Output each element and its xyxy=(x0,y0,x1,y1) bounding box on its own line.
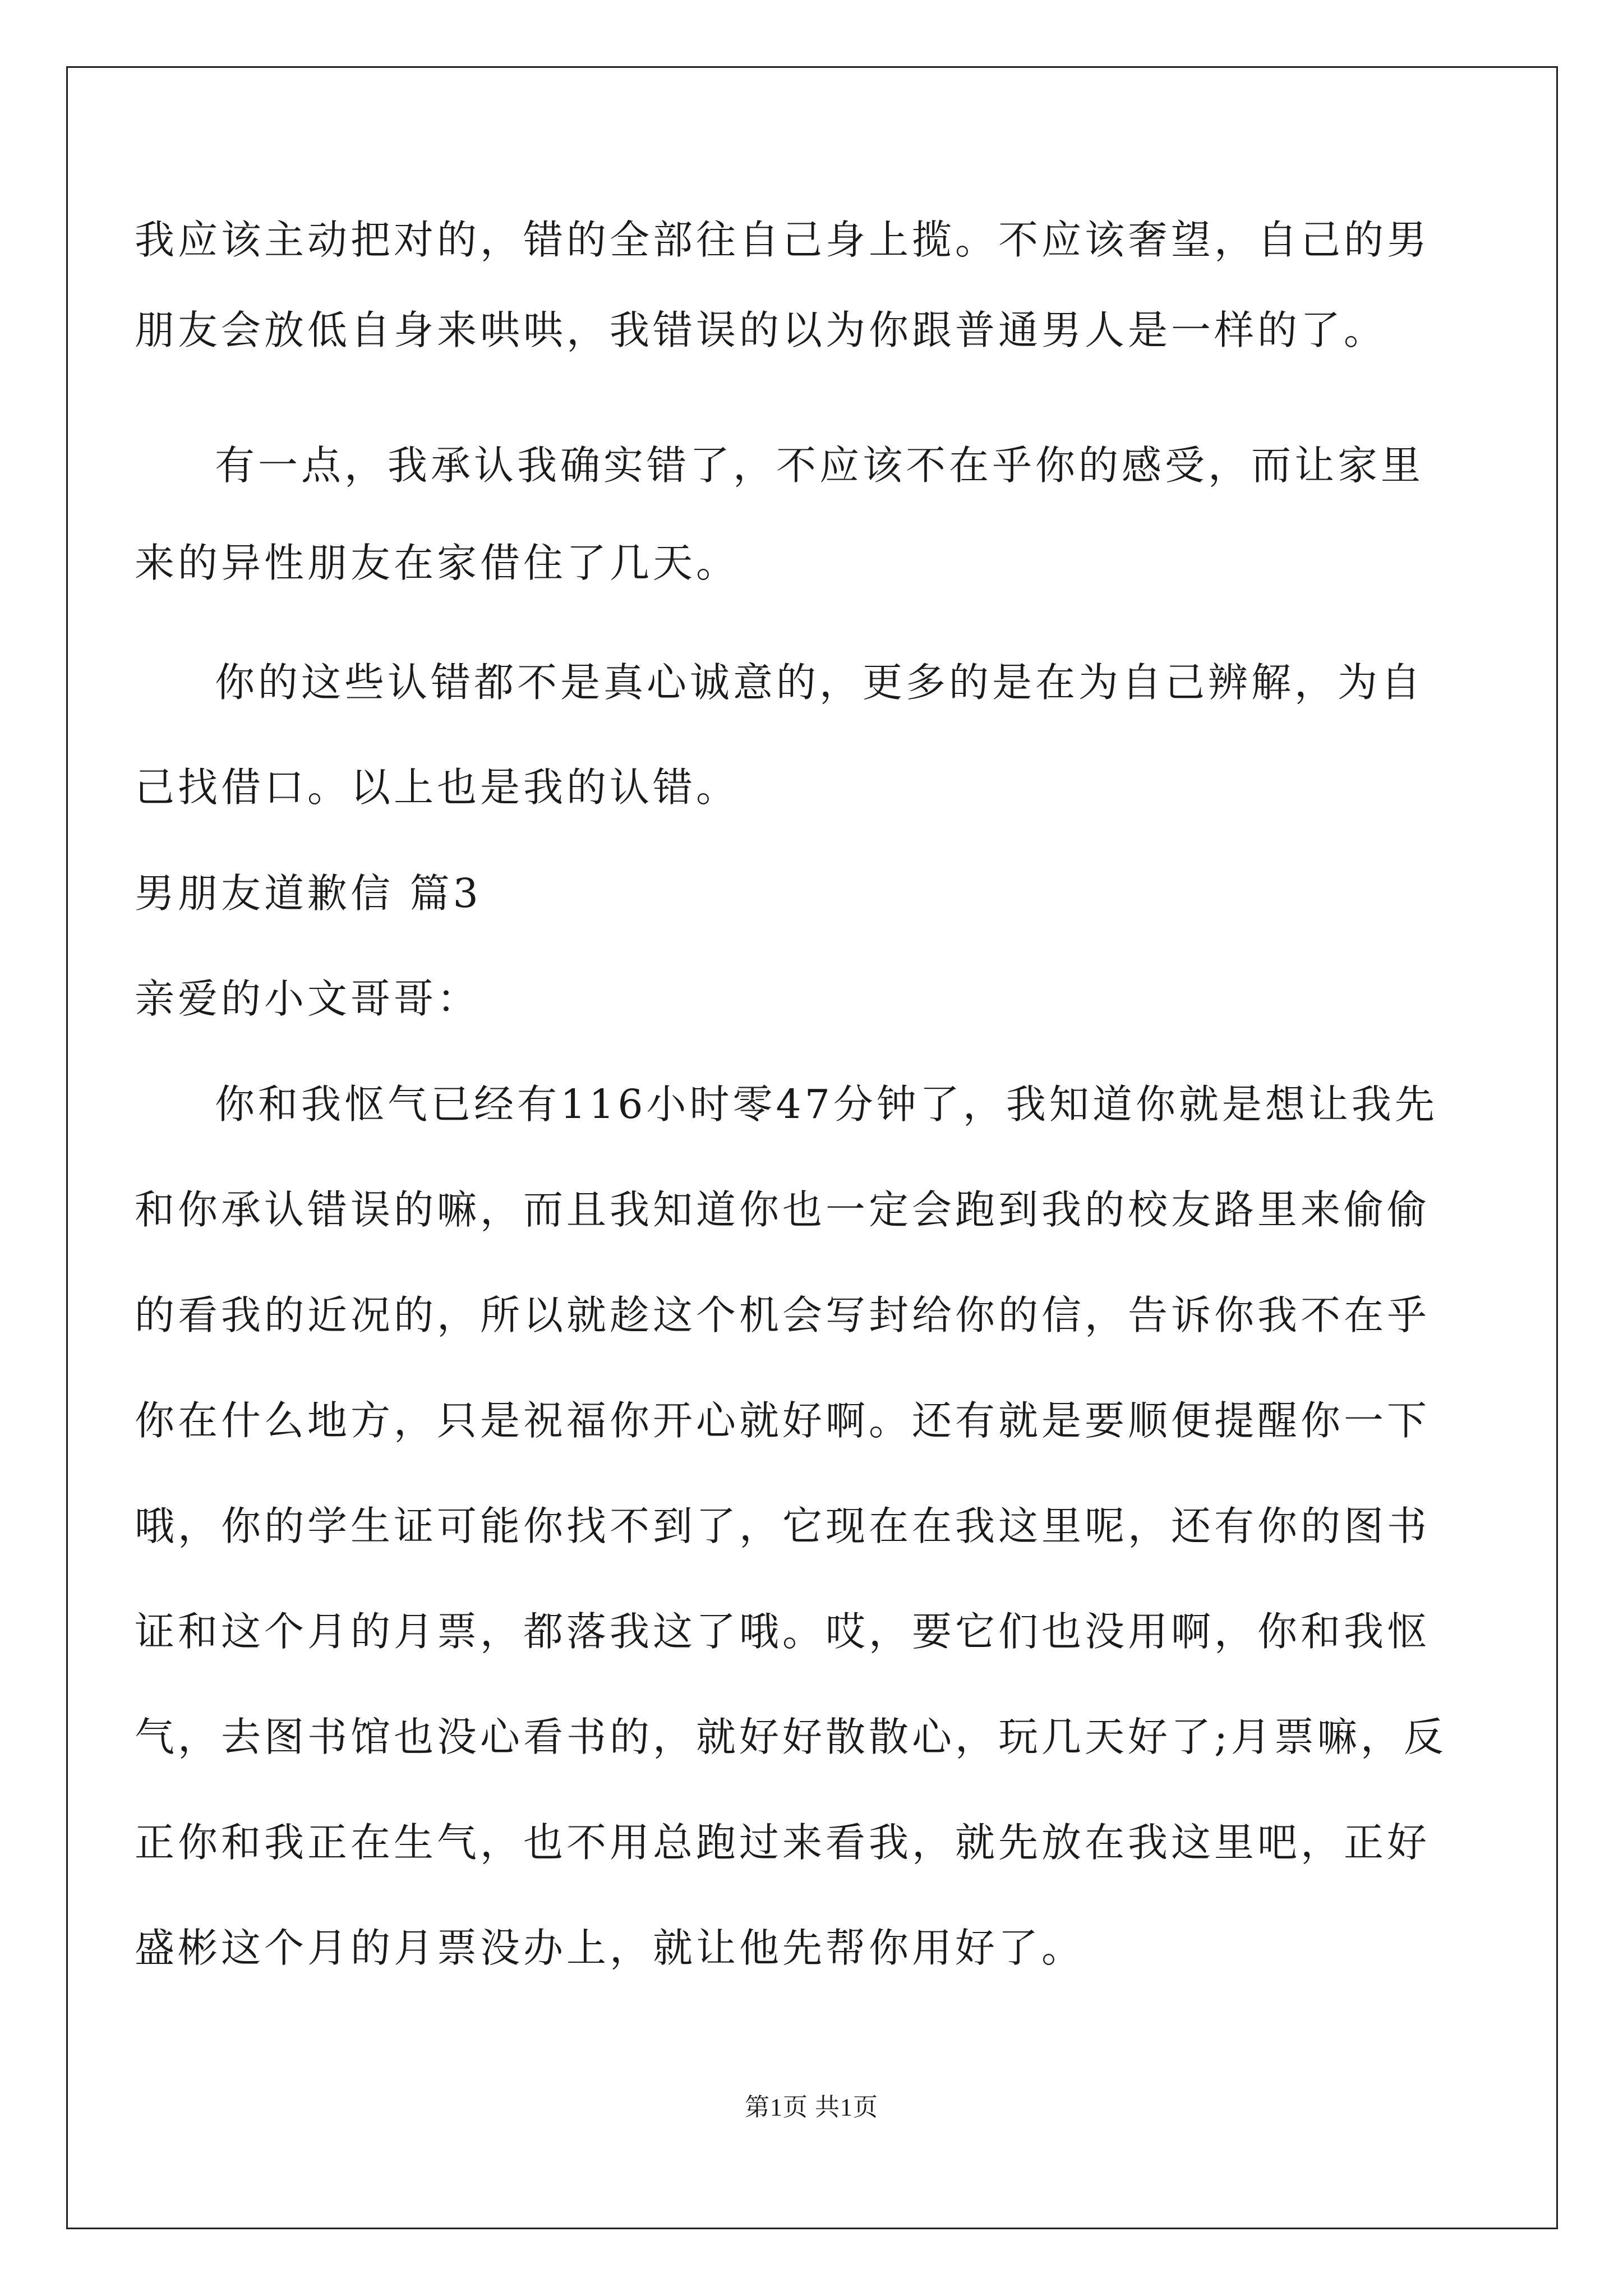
paragraph-2-line-1: 有一点，我承认我确实错了，不应该不在乎你的感受，而让家里 xyxy=(215,442,1424,489)
letter-line-7: 气，去图书馆也没心看书的，就好好散散心，玩几天好了;月票嘛，反 xyxy=(135,1714,1447,1760)
section-heading: 男朋友道歉信 篇3 xyxy=(135,870,482,917)
letter-line-1: 你和我怄气已经有116小时零47分钟了，我知道你就是想让我先 xyxy=(215,1081,1438,1128)
paragraph-1-line-1: 我应该主动把对的，错的全部往自己身上揽。不应该奢望，自己的男 xyxy=(135,217,1431,263)
paragraph-3-line-1: 你的这些认错都不是真心诚意的，更多的是在为自己辨解，为自 xyxy=(215,659,1424,706)
paragraph-2-line-2: 来的异性朋友在家借住了几天。 xyxy=(135,540,740,586)
letter-line-9: 盛彬这个月的月票没办上，就让他先帮你用好了。 xyxy=(135,1925,1085,1971)
letter-line-6: 证和这个月的月票，都落我这了哦。哎，要它们也没用啊，你和我怄 xyxy=(135,1608,1431,1655)
salutation: 亲爱的小文哥哥： xyxy=(135,976,481,1022)
letter-line-2: 和你承认错误的嘛，而且我知道你也一定会跑到我的校友路里来偷偷 xyxy=(135,1186,1431,1233)
letter-line-3: 的看我的近况的，所以就趁这个机会写封给你的信，告诉你我不在乎 xyxy=(135,1292,1431,1338)
paragraph-1-line-2: 朋友会放低自身来哄哄，我错误的以为你跟普通男人是一样的了。 xyxy=(135,307,1387,353)
letter-line-4: 你在什么地方，只是祝福你开心就好啊。还有就是要顺便提醒你一下 xyxy=(135,1397,1431,1444)
page-footer: 第1页 共1页 xyxy=(745,2093,878,2121)
paragraph-3-line-2: 己找借口。以上也是我的认错。 xyxy=(135,764,740,811)
page-border xyxy=(66,66,1558,2229)
letter-line-5: 哦，你的学生证可能你找不到了，它现在在我这里呢，还有你的图书 xyxy=(135,1503,1431,1549)
letter-line-8: 正你和我正在生气，也不用总跑过来看我，就先放在我这里吧，正好 xyxy=(135,1819,1431,1866)
